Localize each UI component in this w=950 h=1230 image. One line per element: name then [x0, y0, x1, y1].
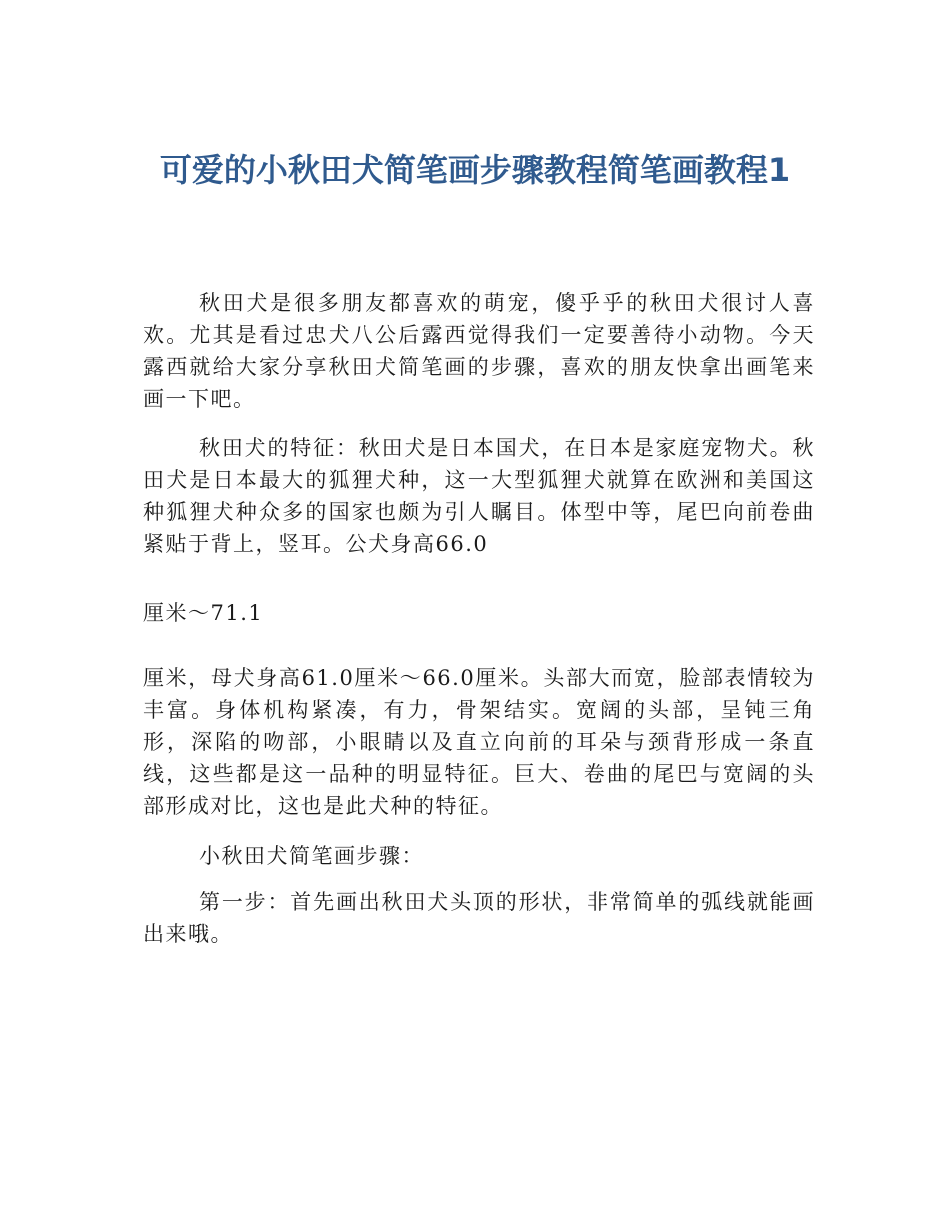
steps-heading: 小秋田犬简笔画步骤：	[199, 844, 424, 868]
features-continued-paragraph: 厘米，母犬身高61.0厘米～66.0厘米。头部大而宽，脸部表情较为丰富。身体机构紧凑，有力，骨架结实。宽阔的头部，呈钝三角形，深陷的吻部，小眼睛以及直立向前的耳朵与颈背形成一条直线，这些都是这一品种的明显特征。巨大、卷曲的尾巴与宽阔的头部形成对比，这也是此犬种的特征。	[143, 666, 815, 818]
features-paragraph: 秋田犬的特征：秋田犬是日本国犬，在日本是家庭宠物犬。秋田犬是日本最大的狐狸犬种，这一大型狐狸犬就算在欧洲和美国这种狐狸犬种众多的国家也颇为引人瞩目。体型中等，尾巴向前卷曲紧贴于背上，竖耳。公犬身高66.0	[143, 436, 815, 556]
height-range-line: 厘米～71.1	[143, 601, 264, 625]
step-one-paragraph: 第一步：首先画出秋田犬头顶的形状，非常简单的弧线就能画出来哦。	[143, 890, 815, 946]
document-title: 可爱的小秋田犬简笔画步骤教程简笔画教程1	[159, 151, 791, 189]
intro-paragraph: 秋田犬是很多朋友都喜欢的萌宠，傻乎乎的秋田犬很讨人喜欢。尤其是看过忠犬八公后露西觉得我们一定要善待小动物。今天露西就给大家分享秋田犬简笔画的步骤，喜欢的朋友快拿出画笔来画一下吧。	[143, 291, 815, 411]
